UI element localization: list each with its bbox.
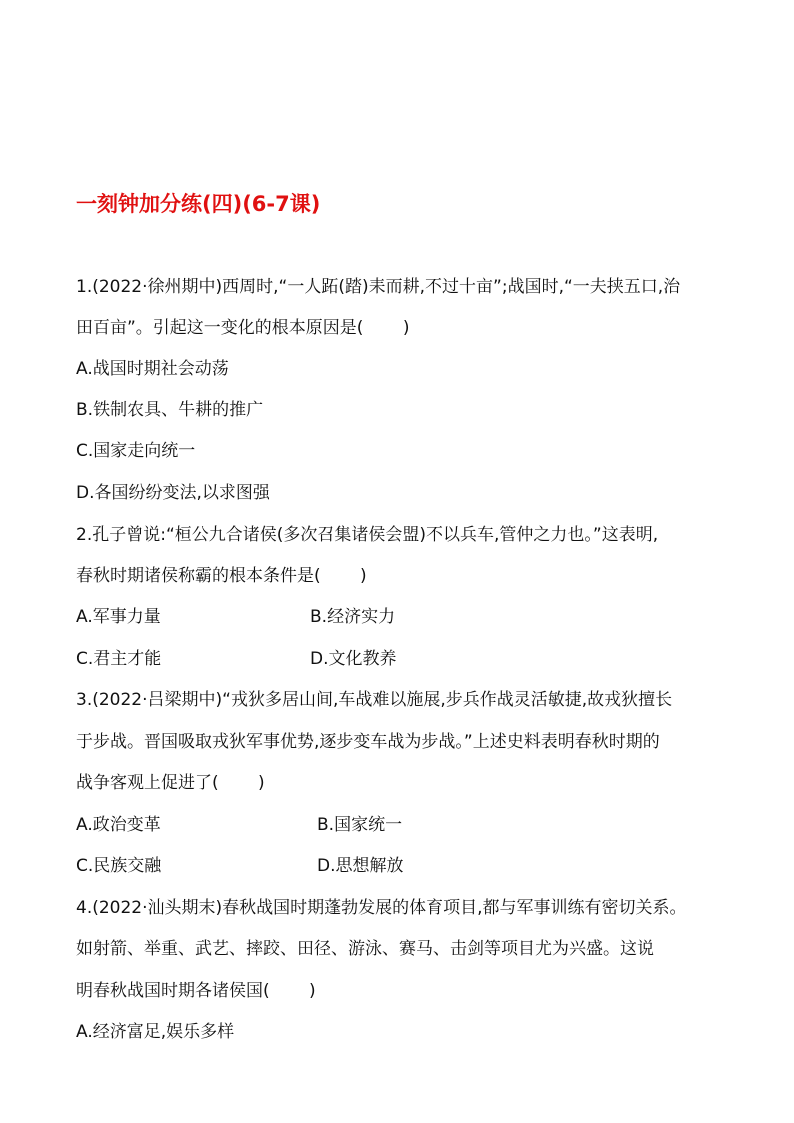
question-3-option-c: C.民族交融 [76, 856, 162, 876]
page-title: 一刻钟加分练(四)(6-7课) [76, 192, 321, 216]
question-3-option-d: D.思想解放 [317, 856, 404, 876]
question-2-line-1: 2.孔子曾说:“桓公九合诸侯(多次召集诸侯会盟)不以兵车,管仲之力也。”这表明, [76, 525, 659, 545]
question-3-line-1: 3.(2022·吕梁期中)“戎狄多居山间,车战难以施展,步兵作战灵活敏捷,故戎狄擅长 [76, 690, 673, 710]
question-4-line-2: 如射箭、举重、武艺、摔跤、田径、游泳、赛马、击剑等项目尤为兴盛。这说 [76, 939, 654, 959]
question-2-option-a: A.军事力量 [76, 607, 161, 627]
question-2-option-b: B.经济实力 [310, 607, 396, 627]
question-3-line-2: 于步战。晋国吸取戎狄军事优势,逐步变车战为步战。”上述史料表明春秋时期的 [76, 732, 660, 752]
question-4-option-a: A.经济富足,娱乐多样 [76, 1022, 235, 1042]
question-4-line-3: 明春秋战国时期各诸侯国( ) [76, 981, 316, 1001]
question-2-option-c: C.君主才能 [76, 649, 162, 669]
question-3-line-3: 战争客观上促进了( ) [76, 773, 265, 793]
question-1-option-c: C.国家走向统一 [76, 441, 196, 461]
question-1-option-b: B.铁制农具、牛耕的推广 [76, 400, 264, 420]
question-3-option-a: A.政治变革 [76, 815, 161, 835]
question-1-option-a: A.战国时期社会动荡 [76, 359, 229, 379]
question-1-line-1: 1.(2022·徐州期中)西周时,“一人跖(踏)耒而耕,不过十亩”;战国时,“一夫挟五口,治 [76, 277, 681, 297]
question-1-line-2: 田百亩”。引起这一变化的根本原因是( ) [76, 318, 410, 338]
question-3-option-b: B.国家统一 [317, 815, 403, 835]
question-1-option-d: D.各国纷纷变法,以求图强 [76, 483, 270, 503]
question-4-line-1: 4.(2022·汕头期末)春秋战国时期蓬勃发展的体育项目,都与军事训练有密切关系。 [76, 898, 687, 918]
question-2-line-2: 春秋时期诸侯称霸的根本条件是( ) [76, 566, 367, 586]
question-2-option-d: D.文化教养 [310, 649, 397, 669]
